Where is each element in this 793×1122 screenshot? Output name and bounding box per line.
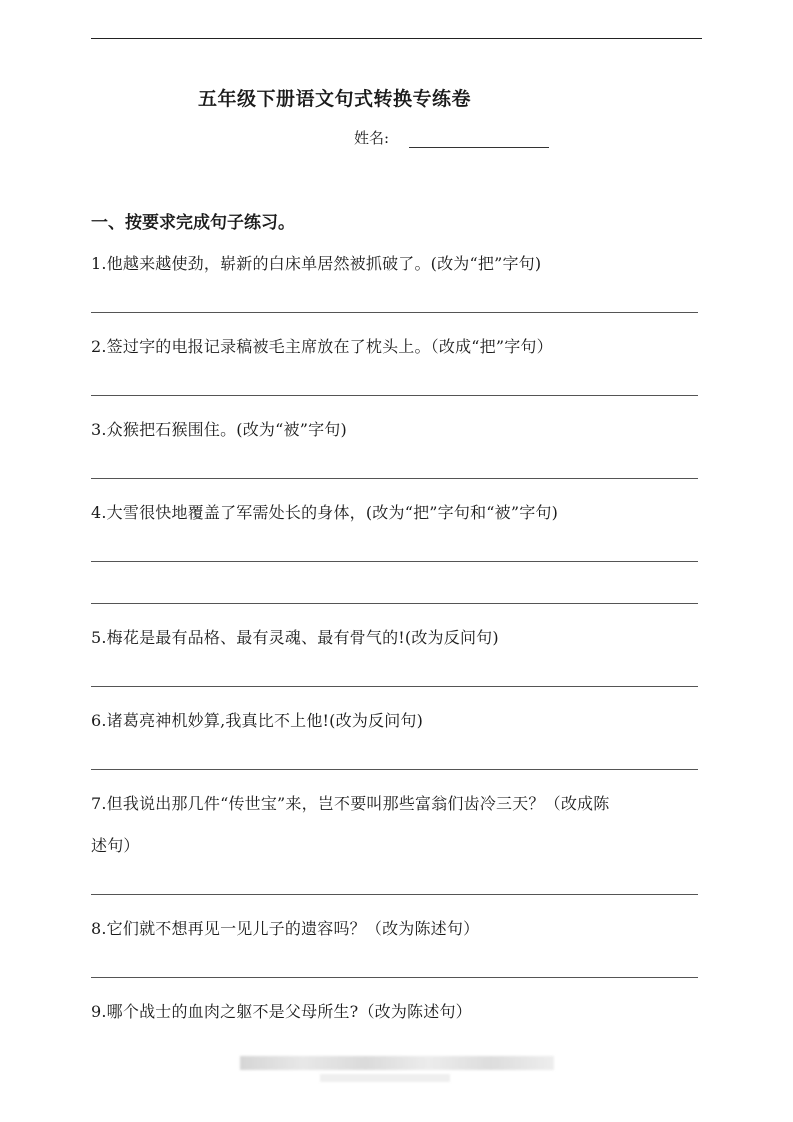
question-3: 3.众猴把石猴围住。(改为“被”字句) [91, 420, 347, 439]
answer-line-3[interactable] [91, 478, 698, 479]
question-4: 4.大雪很快地覆盖了军需处长的身体，(改为“把”字句和“被”字句) [91, 503, 559, 522]
question-8: 8.它们就不想再见一见儿子的遗容吗？（改为陈述句） [91, 919, 480, 938]
answer-line-1[interactable] [91, 312, 698, 313]
answer-line-8[interactable] [91, 977, 698, 978]
question-7-line-1: 7.但我说出那几件“传世宝”来，岂不要叫那些富翁们齿冷三天？（改成陈 [91, 794, 610, 813]
question-2: 2.签过字的电报记录稿被毛主席放在了枕头上。（改成“把”字句） [91, 337, 553, 356]
question-9: 9.哪个战士的血肉之躯不是父母所生?（改为陈述句） [91, 1002, 472, 1021]
answer-line-4b[interactable] [91, 603, 698, 604]
question-1: 1.他越来越使劲，崭新的白床单居然被抓破了。(改为“把”字句) [91, 254, 542, 273]
answer-line-6[interactable] [91, 769, 698, 770]
answer-line-4a[interactable] [91, 561, 698, 562]
name-blank-line[interactable] [409, 147, 549, 148]
footer-watermark [240, 1056, 554, 1070]
answer-line-2[interactable] [91, 395, 698, 396]
page-title: 五年级下册语文句式转换专练卷 [198, 88, 472, 110]
question-6: 6.诸葛亮神机妙算,我真比不上他!(改为反问句) [91, 711, 424, 730]
answer-line-7[interactable] [91, 894, 698, 895]
footer-watermark-sub [320, 1074, 450, 1082]
question-7-line-2: 述句） [91, 836, 140, 855]
section-heading: 一、按要求完成句子练习。 [91, 213, 295, 233]
name-label: 姓名: [354, 129, 390, 147]
answer-line-5[interactable] [91, 686, 698, 687]
header-rule [91, 38, 702, 39]
question-5: 5.梅花是最有品格、最有灵魂、最有骨气的!(改为反问句) [91, 628, 499, 647]
